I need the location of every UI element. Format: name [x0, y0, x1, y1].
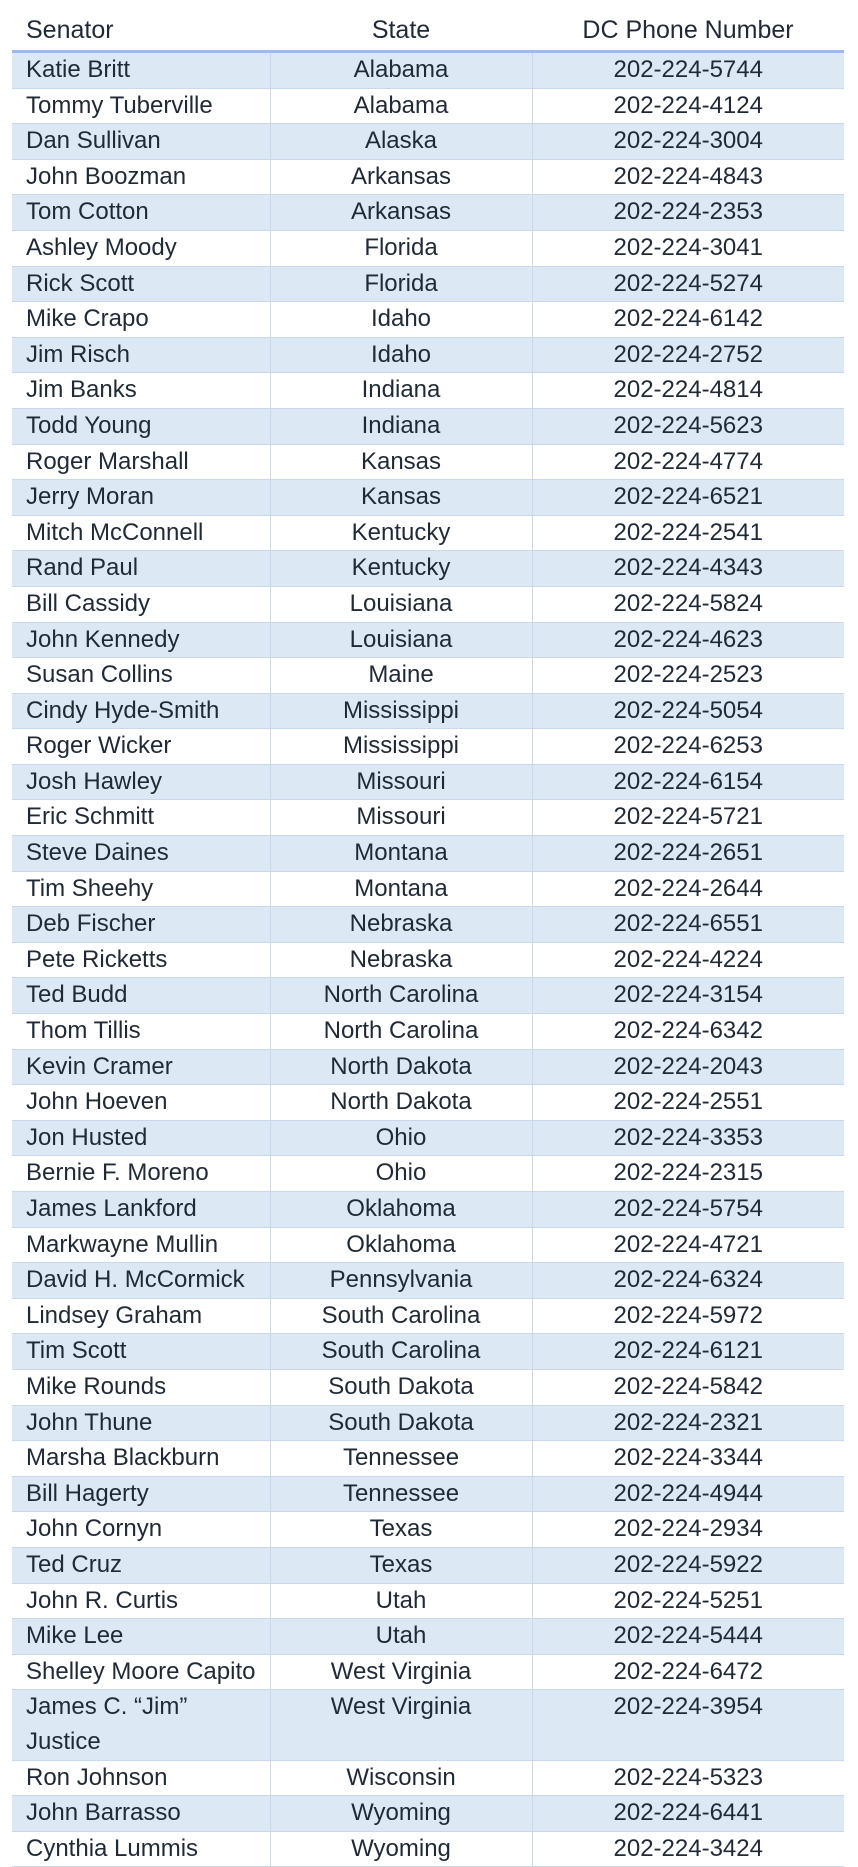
senator-name-cell: Pete Ricketts — [12, 942, 270, 978]
senator-name-cell: Cindy Hyde-Smith — [12, 693, 270, 729]
phone-number-cell: 202-224-6551 — [532, 907, 844, 943]
senator-name-cell: Bill Hagerty — [12, 1476, 270, 1512]
table-row — [12, 764, 844, 800]
phone-number-cell: 202-224-4343 — [532, 551, 844, 587]
phone-number-cell: 202-224-2752 — [532, 337, 844, 373]
state-cell: Tennessee — [270, 1476, 532, 1512]
state-cell: Wyoming — [270, 1796, 532, 1832]
phone-number-cell: 202-224-6324 — [532, 1263, 844, 1299]
table-row — [12, 1263, 844, 1299]
table-row — [12, 551, 844, 587]
phone-number-cell: 202-224-6441 — [532, 1796, 844, 1832]
senator-name-cell: Ron Johnson — [12, 1760, 270, 1796]
table-body — [12, 52, 844, 1867]
phone-number-cell: 202-224-6253 — [532, 729, 844, 765]
table-row — [12, 836, 844, 872]
phone-number-cell: 202-224-2934 — [532, 1512, 844, 1548]
senator-name-cell: Cynthia Lummis — [12, 1831, 270, 1867]
state-cell: Wyoming — [270, 1831, 532, 1867]
phone-number-cell: 202-224-4721 — [532, 1227, 844, 1263]
table-row — [12, 230, 844, 266]
phone-number-cell: 202-224-4124 — [532, 88, 844, 124]
senator-name-cell: Ashley Moody — [12, 230, 270, 266]
state-cell: South Carolina — [270, 1334, 532, 1370]
phone-number-cell: 202-224-2523 — [532, 658, 844, 694]
phone-number-cell: 202-224-6342 — [532, 1014, 844, 1050]
senator-name-cell: John R. Curtis — [12, 1583, 270, 1619]
state-cell: Idaho — [270, 337, 532, 373]
state-cell: Arkansas — [270, 159, 532, 195]
state-cell: Utah — [270, 1619, 532, 1655]
phone-number-cell: 202-224-5274 — [532, 266, 844, 302]
table-row — [12, 586, 844, 622]
senator-name-cell: Dan Sullivan — [12, 124, 270, 160]
phone-number-cell: 202-224-2353 — [532, 195, 844, 231]
table-row — [12, 1049, 844, 1085]
state-cell: Mississippi — [270, 693, 532, 729]
senator-name-cell: Deb Fischer — [12, 907, 270, 943]
senator-name-cell: Rick Scott — [12, 266, 270, 302]
column-header-senator: Senator — [12, 10, 270, 52]
senator-name-cell: Bernie F. Moreno — [12, 1156, 270, 1192]
state-cell: Alabama — [270, 52, 532, 89]
state-cell: Louisiana — [270, 586, 532, 622]
senator-name-cell: Jerry Moran — [12, 480, 270, 516]
phone-number-cell: 202-224-6142 — [532, 302, 844, 338]
state-cell: Nebraska — [270, 907, 532, 943]
state-cell: Montana — [270, 871, 532, 907]
phone-number-cell: 202-224-5972 — [532, 1298, 844, 1334]
phone-number-cell: 202-224-3424 — [532, 1831, 844, 1867]
senator-name-cell: John Thune — [12, 1405, 270, 1441]
senators-table — [12, 10, 844, 1867]
table-row — [12, 1831, 844, 1867]
phone-number-cell: 202-224-3004 — [532, 124, 844, 160]
phone-number-cell: 202-224-5323 — [532, 1760, 844, 1796]
state-cell: Indiana — [270, 408, 532, 444]
table-row — [12, 1085, 844, 1121]
senator-name-cell: David H. McCormick — [12, 1263, 270, 1299]
senator-name-cell: Mike Crapo — [12, 302, 270, 338]
phone-number-cell: 202-224-5054 — [532, 693, 844, 729]
table-row — [12, 1227, 844, 1263]
table-row — [12, 693, 844, 729]
table-row — [12, 1298, 844, 1334]
table-row — [12, 159, 844, 195]
table-row — [12, 1120, 844, 1156]
table-row — [12, 302, 844, 338]
table-row — [12, 373, 844, 409]
table-row — [12, 1014, 844, 1050]
state-cell: South Dakota — [270, 1405, 532, 1441]
phone-number-cell: 202-224-5444 — [532, 1619, 844, 1655]
phone-number-cell: 202-224-3954 — [532, 1690, 844, 1760]
table-header — [12, 10, 844, 52]
senator-name-cell: Mike Lee — [12, 1619, 270, 1655]
table-row — [12, 1690, 844, 1760]
state-cell: West Virginia — [270, 1654, 532, 1690]
table-row — [12, 1512, 844, 1548]
state-cell: Montana — [270, 836, 532, 872]
table-row — [12, 266, 844, 302]
state-cell: Nebraska — [270, 942, 532, 978]
table-row — [12, 337, 844, 373]
phone-number-cell: 202-224-2043 — [532, 1049, 844, 1085]
table-row — [12, 1796, 844, 1832]
state-cell: Florida — [270, 230, 532, 266]
state-cell: Alaska — [270, 124, 532, 160]
senator-name-cell: Steve Daines — [12, 836, 270, 872]
state-cell: Utah — [270, 1583, 532, 1619]
table-row — [12, 1476, 844, 1512]
senator-name-cell: Ted Budd — [12, 978, 270, 1014]
senator-name-cell: Jon Husted — [12, 1120, 270, 1156]
phone-number-cell: 202-224-4774 — [532, 444, 844, 480]
senator-name-cell: Tommy Tuberville — [12, 88, 270, 124]
senator-name-cell: Katie Britt — [12, 52, 270, 89]
state-cell: Kentucky — [270, 515, 532, 551]
phone-number-cell: 202-224-5842 — [532, 1369, 844, 1405]
senator-name-cell: Rand Paul — [12, 551, 270, 587]
phone-number-cell: 202-224-4814 — [532, 373, 844, 409]
phone-number-cell: 202-224-2315 — [532, 1156, 844, 1192]
table-row — [12, 1192, 844, 1228]
table-row — [12, 1547, 844, 1583]
phone-number-cell: 202-224-5744 — [532, 52, 844, 89]
phone-number-cell: 202-224-2551 — [532, 1085, 844, 1121]
phone-number-cell: 202-224-6154 — [532, 764, 844, 800]
senator-name-cell: John Kennedy — [12, 622, 270, 658]
senator-name-cell: Mitch McConnell — [12, 515, 270, 551]
senator-name-cell: Bill Cassidy — [12, 586, 270, 622]
table-row — [12, 658, 844, 694]
state-cell: West Virginia — [270, 1690, 532, 1760]
senator-name-cell: Roger Marshall — [12, 444, 270, 480]
phone-number-cell: 202-224-2541 — [532, 515, 844, 551]
phone-number-cell: 202-224-2321 — [532, 1405, 844, 1441]
senator-name-cell: Thom Tillis — [12, 1014, 270, 1050]
state-cell: Idaho — [270, 302, 532, 338]
column-header-state: State — [270, 10, 532, 52]
phone-number-cell: 202-224-4944 — [532, 1476, 844, 1512]
state-cell: Mississippi — [270, 729, 532, 765]
state-cell: Arkansas — [270, 195, 532, 231]
senator-name-cell: Susan Collins — [12, 658, 270, 694]
state-cell: North Carolina — [270, 978, 532, 1014]
senator-name-cell: Jim Banks — [12, 373, 270, 409]
table-row — [12, 1760, 844, 1796]
state-cell: North Dakota — [270, 1049, 532, 1085]
state-cell: Kentucky — [270, 551, 532, 587]
senator-name-cell: Tom Cotton — [12, 195, 270, 231]
state-cell: Maine — [270, 658, 532, 694]
senator-name-cell: Marsha Blackburn — [12, 1441, 270, 1477]
senator-name-cell: John Barrasso — [12, 1796, 270, 1832]
phone-number-cell: 202-224-5251 — [532, 1583, 844, 1619]
senator-name-cell: Todd Young — [12, 408, 270, 444]
table-row — [12, 871, 844, 907]
phone-number-cell: 202-224-4623 — [532, 622, 844, 658]
table-row — [12, 444, 844, 480]
header-row — [12, 10, 844, 52]
table-row — [12, 52, 844, 89]
senator-name-cell: Eric Schmitt — [12, 800, 270, 836]
state-cell: North Carolina — [270, 1014, 532, 1050]
column-header-phone: DC Phone Number — [532, 10, 844, 52]
table-row — [12, 1441, 844, 1477]
state-cell: Oklahoma — [270, 1192, 532, 1228]
state-cell: Florida — [270, 266, 532, 302]
phone-number-cell: 202-224-5623 — [532, 408, 844, 444]
table-row — [12, 1156, 844, 1192]
senator-name-cell: James Lankford — [12, 1192, 270, 1228]
state-cell: Oklahoma — [270, 1227, 532, 1263]
table-row — [12, 622, 844, 658]
table-row — [12, 1405, 844, 1441]
table-row — [12, 1583, 844, 1619]
table-row — [12, 978, 844, 1014]
senator-name-cell: Markwayne Mullin — [12, 1227, 270, 1263]
senator-name-cell: John Boozman — [12, 159, 270, 195]
senator-name-cell: Shelley Moore Capito — [12, 1654, 270, 1690]
phone-number-cell: 202-224-3154 — [532, 978, 844, 1014]
senator-name-cell: Mike Rounds — [12, 1369, 270, 1405]
state-cell: South Carolina — [270, 1298, 532, 1334]
phone-number-cell: 202-224-6472 — [532, 1654, 844, 1690]
state-cell: Louisiana — [270, 622, 532, 658]
state-cell: Tennessee — [270, 1441, 532, 1477]
phone-number-cell: 202-224-2651 — [532, 836, 844, 872]
senator-name-cell: Tim Scott — [12, 1334, 270, 1370]
senator-name-cell: Jim Risch — [12, 337, 270, 373]
phone-number-cell: 202-224-4843 — [532, 159, 844, 195]
table-row — [12, 1654, 844, 1690]
table-row — [12, 124, 844, 160]
phone-number-cell: 202-224-5721 — [532, 800, 844, 836]
senator-name-cell: Kevin Cramer — [12, 1049, 270, 1085]
senators-table-container — [12, 10, 844, 1867]
state-cell: Missouri — [270, 764, 532, 800]
state-cell: South Dakota — [270, 1369, 532, 1405]
phone-number-cell: 202-224-4224 — [532, 942, 844, 978]
table-row — [12, 907, 844, 943]
senator-name-cell: Lindsey Graham — [12, 1298, 270, 1334]
state-cell: Alabama — [270, 88, 532, 124]
phone-number-cell: 202-224-6521 — [532, 480, 844, 516]
phone-number-cell: 202-224-3344 — [532, 1441, 844, 1477]
table-row — [12, 1619, 844, 1655]
table-row — [12, 195, 844, 231]
state-cell: Wisconsin — [270, 1760, 532, 1796]
senator-name-cell: John Hoeven — [12, 1085, 270, 1121]
state-cell: Ohio — [270, 1156, 532, 1192]
senator-name-cell: John Cornyn — [12, 1512, 270, 1548]
table-row — [12, 88, 844, 124]
state-cell: Kansas — [270, 480, 532, 516]
state-cell: Texas — [270, 1547, 532, 1583]
senator-name-cell: Roger Wicker — [12, 729, 270, 765]
senator-name-cell: Ted Cruz — [12, 1547, 270, 1583]
state-cell: Missouri — [270, 800, 532, 836]
phone-number-cell: 202-224-3041 — [532, 230, 844, 266]
senator-name-cell: Josh Hawley — [12, 764, 270, 800]
table-row — [12, 729, 844, 765]
table-row — [12, 408, 844, 444]
state-cell: Kansas — [270, 444, 532, 480]
state-cell: Indiana — [270, 373, 532, 409]
state-cell: North Dakota — [270, 1085, 532, 1121]
phone-number-cell: 202-224-5754 — [532, 1192, 844, 1228]
senator-name-cell: James C. “Jim” Justice — [12, 1690, 270, 1760]
phone-number-cell: 202-224-6121 — [532, 1334, 844, 1370]
phone-number-cell: 202-224-2644 — [532, 871, 844, 907]
phone-number-cell: 202-224-5922 — [532, 1547, 844, 1583]
table-row — [12, 942, 844, 978]
state-cell: Ohio — [270, 1120, 532, 1156]
table-row — [12, 800, 844, 836]
senator-name-cell: Tim Sheehy — [12, 871, 270, 907]
table-row — [12, 515, 844, 551]
table-row — [12, 1369, 844, 1405]
phone-number-cell: 202-224-3353 — [532, 1120, 844, 1156]
state-cell: Texas — [270, 1512, 532, 1548]
state-cell: Pennsylvania — [270, 1263, 532, 1299]
phone-number-cell: 202-224-5824 — [532, 586, 844, 622]
table-row — [12, 1334, 844, 1370]
table-row — [12, 480, 844, 516]
